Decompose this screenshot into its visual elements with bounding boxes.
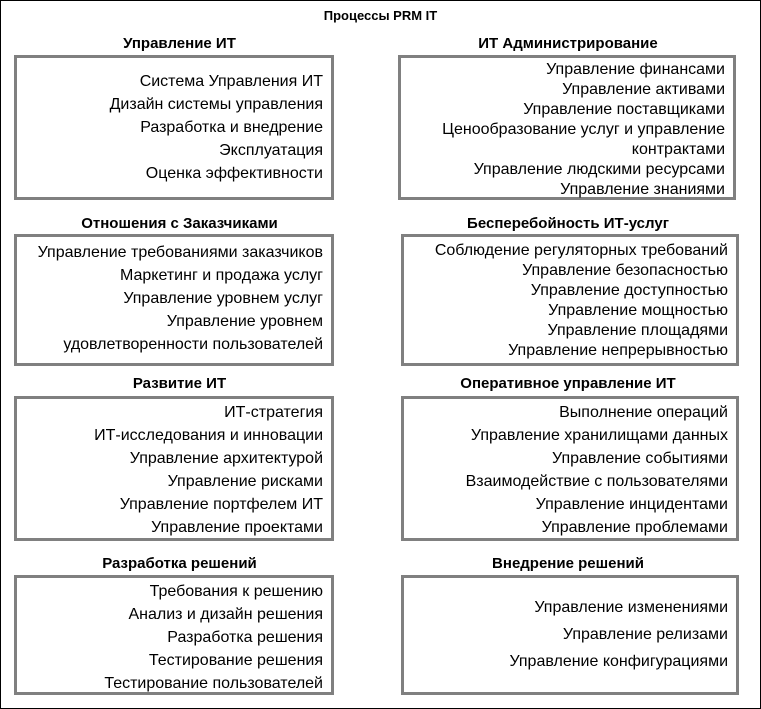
process-item: Соблюдение регуляторных требований bbox=[434, 242, 728, 259]
process-item: Взаимодействие с пользователями bbox=[465, 473, 728, 490]
process-item: Маркетинг и продажа услуг bbox=[120, 267, 323, 284]
group-heading: Разработка решений bbox=[102, 555, 257, 572]
process-item: Управление событиями bbox=[552, 450, 728, 467]
process-item: Управление рисками bbox=[167, 473, 323, 490]
process-item: ИТ-исследования и инновации bbox=[94, 427, 323, 444]
process-item: Управление безопасностью bbox=[522, 262, 728, 279]
process-item: Управление поставщиками bbox=[523, 101, 725, 118]
process-item: Управление доступностью bbox=[530, 282, 728, 299]
process-item: Управление проблемами bbox=[541, 519, 728, 536]
process-item: Разработка и внедрение bbox=[140, 119, 323, 136]
process-item: Управление проектами bbox=[151, 519, 323, 536]
process-item: контрактами bbox=[631, 141, 725, 158]
process-item: Управление конфигурациями bbox=[509, 653, 728, 670]
process-item: Управление портфелем ИТ bbox=[119, 496, 323, 513]
process-item: Управление активами bbox=[562, 81, 725, 98]
process-item: Управление людскими ресурсами bbox=[473, 161, 725, 178]
process-box bbox=[398, 55, 736, 200]
diagram-title: Процессы PRM IT bbox=[323, 8, 438, 23]
group-heading: Оперативное управление ИТ bbox=[460, 375, 676, 392]
process-item: Анализ и дизайн решения bbox=[128, 606, 323, 623]
process-item: Тестирование решения bbox=[148, 652, 323, 669]
process-item: Требования к решению bbox=[149, 583, 323, 600]
group-heading: Управление ИТ bbox=[123, 35, 236, 52]
process-item: Оценка эффективности bbox=[145, 165, 323, 182]
process-item: Управление изменениями bbox=[534, 599, 728, 616]
process-item: ИТ-стратегия bbox=[224, 404, 323, 421]
group-heading: Внедрение решений bbox=[492, 555, 644, 572]
group-heading: ИТ Администрирование bbox=[478, 35, 658, 52]
process-item: Управление мощностью bbox=[548, 302, 728, 319]
process-item: Управление непрерывностью bbox=[508, 342, 728, 359]
process-item: Дизайн системы управления bbox=[109, 96, 323, 113]
process-item: Управление хранилищами данных bbox=[470, 427, 728, 444]
process-item: Выполнение операций bbox=[559, 404, 728, 421]
process-item: Тестирование пользователей bbox=[104, 675, 323, 692]
process-item: Управление знаниями bbox=[560, 181, 725, 198]
process-item: Разработка решения bbox=[167, 629, 323, 646]
process-box bbox=[401, 396, 739, 541]
process-box bbox=[14, 234, 334, 366]
process-box bbox=[14, 575, 334, 695]
process-item: Управление финансами bbox=[546, 61, 725, 78]
process-item: Эксплуатация bbox=[219, 142, 323, 159]
process-item: Управление уровнем bbox=[166, 313, 323, 330]
process-item: Система Управления ИТ bbox=[139, 73, 323, 90]
group-heading: Бесперебойность ИТ-услуг bbox=[467, 215, 669, 232]
process-item: удовлетворенности пользователей bbox=[63, 336, 323, 353]
group-heading: Отношения с Заказчиками bbox=[81, 215, 278, 232]
process-box bbox=[401, 575, 739, 695]
process-item: Управление уровнем услуг bbox=[123, 290, 323, 307]
process-item: Управление релизами bbox=[562, 626, 728, 643]
process-item: Управление инцидентами bbox=[535, 496, 728, 513]
group-heading: Развитие ИТ bbox=[132, 375, 227, 392]
process-box bbox=[14, 396, 334, 541]
process-box bbox=[401, 234, 739, 366]
process-item: Управление площадями bbox=[547, 322, 728, 339]
process-box bbox=[14, 55, 334, 200]
process-item: Управление требованиями заказчиков bbox=[37, 244, 323, 261]
process-item: Ценообразование услуг и управление bbox=[442, 121, 725, 138]
process-item: Управление архитектурой bbox=[129, 450, 323, 467]
